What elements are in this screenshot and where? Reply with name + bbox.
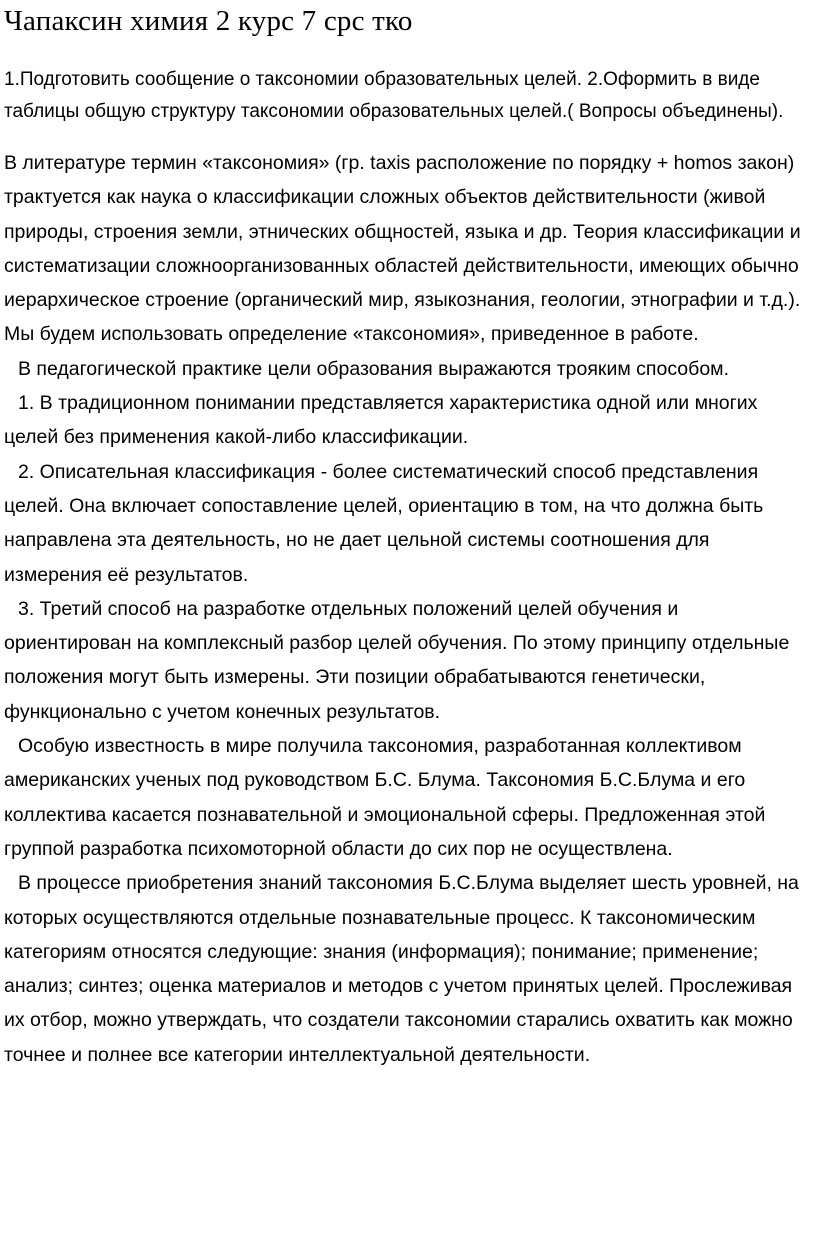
paragraph-three-ways: В педагогической практике цели образования выражаются трояким способом. [18, 357, 729, 380]
document-body [4, 146, 810, 1072]
task-statement: 1.Подготовить сообщение о таксономии образовательных целей. 2.Оформить в виде таблицы общую структуру таксономии образовательных целей.( Вопросы объединены). [4, 69, 784, 122]
paragraph-way-2: 2. Описательная классификация - более систематический способ представления целей. Она включает сопоставление целей, ориентацию в том, на что должна быть направлена эта деятельность, но не дает цельной системы соотношения для измерения её результатов. [4, 460, 764, 586]
document-title: Чапаксин химия 2 курс 7 срс тко [4, 5, 413, 37]
paragraph-way-3: 3. Третий способ на разработке отдельных положений целей обучения и ориентирован на комплексный разбор целей обучения. По этому принципу отдельные положения могут быть измерены. Эти позиции обрабатываются генетически, функционально с учетом конечных результатов. [4, 597, 790, 723]
paragraph-bloom-taxonomy: Особую известность в мире получила таксономия, разработанная коллективом американских ученых под руководством Б.С. Блума. Таксономия Б.С.Блума и его коллектива касается познавательной и эмоциональной сферы. Предложенная этой группой разработка психомоторной области до сих пор не осуществлена. [4, 735, 766, 860]
paragraph-way-1: 1. В традиционном понимании представляется характеристика одной или многих целей без применения какой-либо классификации. [4, 392, 758, 449]
paragraph-taxonomy-definition: В литературе термин «таксономия» (гр. taxis расположение по порядку + homos закон) трактуется как наука о классификации сложных объектов действительности (живой природы, строения земли, этнических общностей, языка и др. Теория классификации и систематизации сложноорганизованных областей действительности, имеющих обычно иерархическое строение (органический мир, языкознания, геологии, этнографии и т.д.). Мы будем использовать определение «таксономия», приведенное в работе. [4, 152, 801, 346]
paragraph-six-levels: В процессе приобретения знаний таксономия Б.С.Блума выделяет шесть уровней, на которых осуществляются отдельные познавательные процесс. К таксономическим категориям относятся следующие: знания (информация); понимание; применение; анализ; синтез; оценка материалов и методов с учетом принятых целей. Прослеживая их отбор, можно утверждать, что создатели таксономии старались охватить как можно точнее и полнее все категории интеллектуальной деятельности. [4, 872, 799, 1066]
